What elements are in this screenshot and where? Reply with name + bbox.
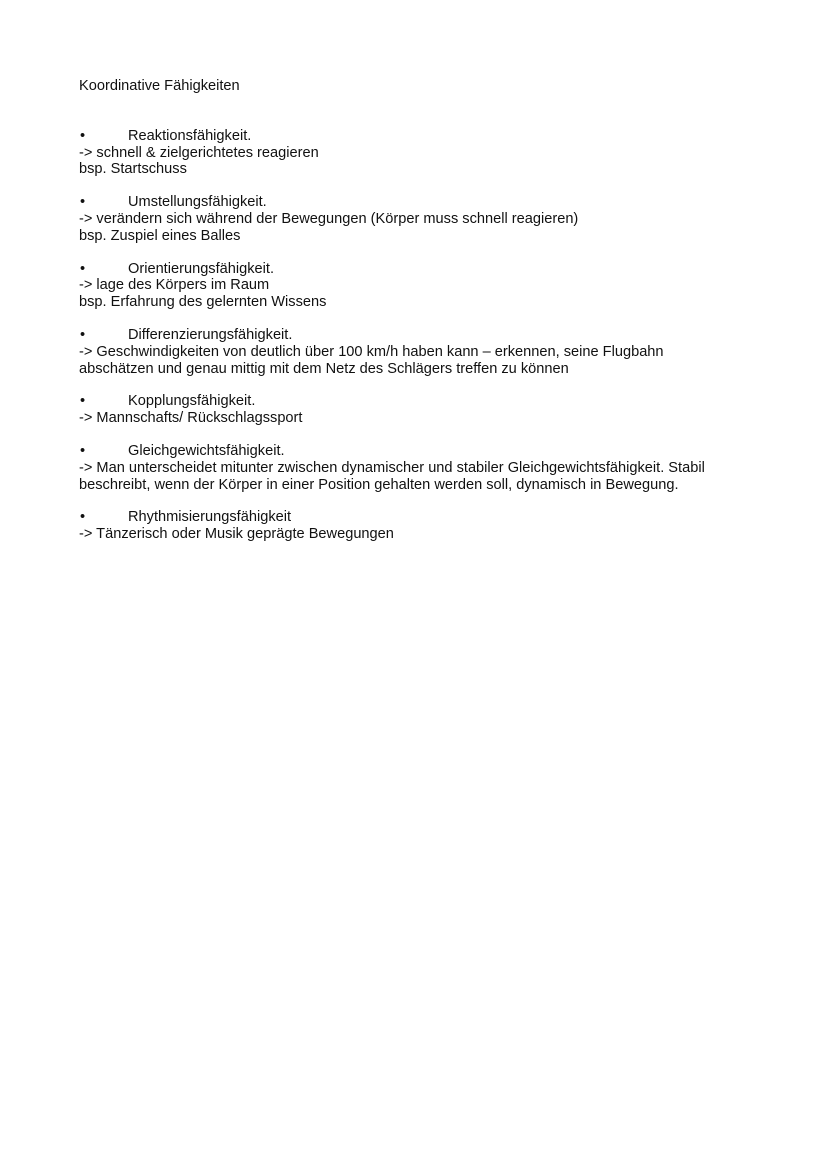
section-line: -> verändern sich während der Bewegungen (Körper muss schnell reagieren) xyxy=(79,210,579,227)
section-rhythmisierungsfaehigkeit xyxy=(79,509,759,543)
section-heading: Umstellungsfähigkeit. xyxy=(128,194,267,211)
bullet-icon: • xyxy=(80,260,86,277)
bullet-icon: • xyxy=(80,127,86,144)
section-heading-row xyxy=(79,261,759,278)
section-line: bsp. Erfahrung des gelernten Wissens xyxy=(79,294,327,311)
section-heading-row xyxy=(79,194,759,211)
section-differenzierungsfaehigkeit xyxy=(79,327,759,377)
section-heading-row xyxy=(79,509,759,526)
section-line: -> Mannschafts/ Rückschlagssport xyxy=(79,410,303,427)
section-heading: Gleichgewichtsfähigkeit. xyxy=(128,442,285,459)
section-heading: Rhythmisierungsfähigkeit xyxy=(128,509,292,526)
section-heading: Kopplungsfähigkeit. xyxy=(128,393,256,410)
bullet-icon: • xyxy=(80,194,86,211)
section-gleichgewichtsfaehigkeit xyxy=(79,443,759,493)
section-kopplungsfaehigkeit xyxy=(79,393,759,427)
section-line: abschätzen und genau mittig mit dem Netz des Schlägers treffen zu können xyxy=(79,360,569,377)
section-line: bsp. Startschuss xyxy=(79,161,187,178)
section-heading: Reaktionsfähigkeit. xyxy=(128,127,252,144)
section-line: -> Man unterscheidet mitunter zwischen dynamischer und stabiler Gleichgewichtsfähigkeit. Stabil xyxy=(79,459,705,476)
section-umstellungsfaehigkeit xyxy=(79,194,759,244)
section-heading: Differenzierungsfähigkeit. xyxy=(128,326,293,343)
section-line: -> Geschwindigkeiten von deutlich über 100 km/h haben kann – erkennen, seine Flugbahn xyxy=(79,343,664,360)
bullet-icon: • xyxy=(80,442,86,459)
section-line: beschreibt, wenn der Körper in einer Position gehalten werden soll, dynamisch in Bewegung. xyxy=(79,476,679,493)
section-line: -> Tänzerisch oder Musik geprägte Bewegungen xyxy=(79,526,394,543)
bullet-icon: • xyxy=(80,509,86,526)
bullet-icon: • xyxy=(80,326,86,343)
section-reaktionsfaehigkeit xyxy=(79,128,759,178)
section-line: -> schnell & zielgerichtetes reagieren xyxy=(79,144,319,161)
section-list xyxy=(79,128,759,543)
document-page xyxy=(79,78,759,559)
section-heading-row xyxy=(79,443,759,460)
section-heading: Orientierungsfähigkeit. xyxy=(128,260,275,277)
document-title: Koordinative Fähigkeiten xyxy=(79,78,240,94)
section-orientierungsfaehigkeit xyxy=(79,261,759,311)
section-heading-row xyxy=(79,327,759,344)
section-line: bsp. Zuspiel eines Balles xyxy=(79,227,241,244)
section-line: -> lage des Körpers im Raum xyxy=(79,277,270,294)
section-heading-row xyxy=(79,393,759,410)
section-heading-row xyxy=(79,128,759,145)
bullet-icon: • xyxy=(80,393,86,410)
